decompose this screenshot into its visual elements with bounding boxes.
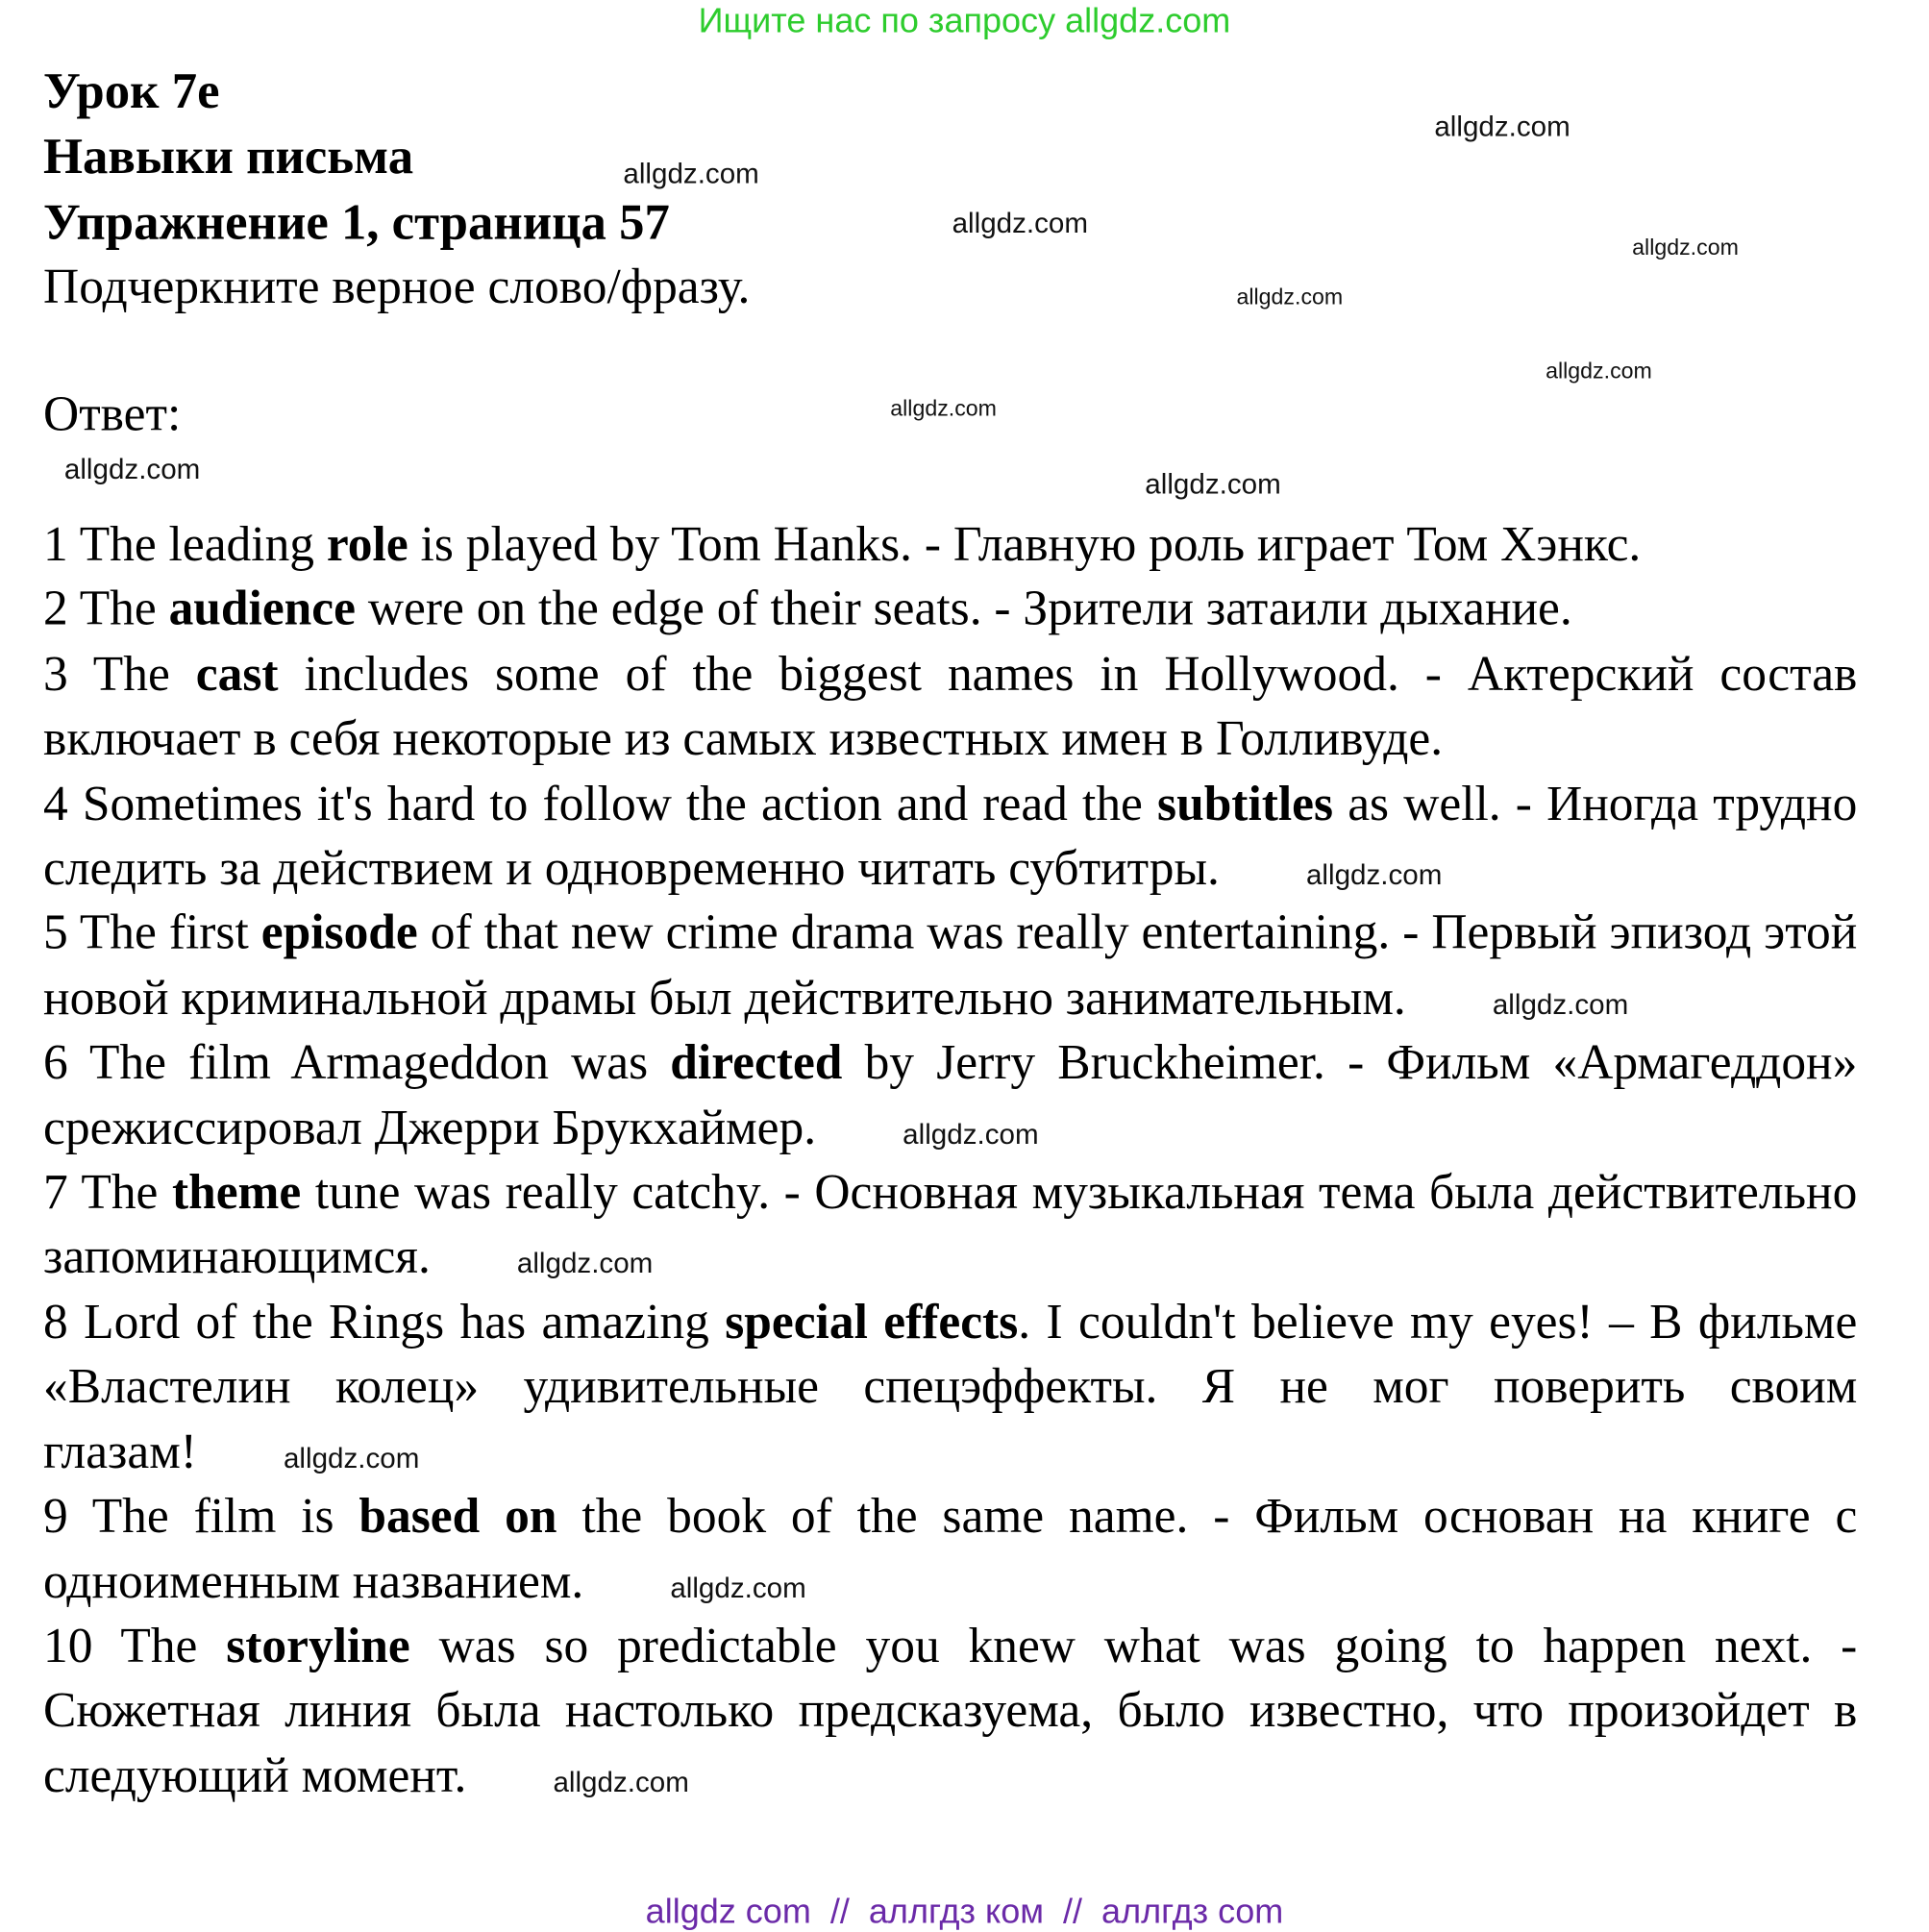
lesson-title: Урок 7e — [43, 62, 220, 119]
watermark: allgdz.com — [283, 1441, 420, 1474]
answer-word: directed — [670, 1033, 843, 1090]
answer-word: role — [326, 515, 408, 572]
answer-word: audience — [168, 580, 356, 636]
item-text: 8 Lord of the Rings has amazing — [43, 1293, 726, 1350]
item-text: 2 The — [43, 580, 169, 636]
answer-word: based on — [359, 1487, 557, 1544]
item-text: 9 The film is — [43, 1487, 359, 1544]
answer-item — [43, 512, 1857, 577]
item-text: 5 The first — [43, 904, 261, 960]
answer-label: Ответ: — [43, 385, 182, 442]
watermark: allgdz.com — [903, 1117, 1039, 1151]
watermark: allgdz.com — [890, 395, 997, 421]
watermark: allgdz.com — [516, 1247, 654, 1279]
answer-item — [43, 1030, 1857, 1160]
item-text: 6 The film Armageddon was — [43, 1033, 671, 1090]
answer-item — [43, 1290, 1857, 1484]
answer-word: subtitles — [1157, 775, 1334, 831]
item-text: is played by Tom Hanks. - Главную роль играет Том Хэнкс. — [408, 515, 1642, 572]
watermark: allgdz.com — [1145, 467, 1281, 500]
answer-item — [43, 1614, 1857, 1808]
answer-item — [43, 1484, 1857, 1614]
item-text: the book of the same name. - Фильм основан на книге с одноименным названием. — [43, 1487, 1858, 1609]
section-title: Навыки письма — [43, 127, 414, 185]
watermark: allgdz.com — [1236, 284, 1344, 310]
item-text: 7 The — [43, 1163, 172, 1220]
answer-list — [43, 512, 1857, 1808]
watermark: allgdz.com — [952, 206, 1089, 239]
item-text: of that new crime drama was really entertaining. - Первый эпизод этой новой криминальной драмы был действительно занимательным. — [43, 904, 1858, 1026]
item-text: 4 Sometimes it's hard to follow the action and read the — [43, 775, 1158, 831]
exercise-title: Упражнение 1, страница 57 — [43, 192, 670, 250]
answer-word: theme — [171, 1163, 302, 1220]
answer-item — [43, 771, 1857, 901]
watermark: allgdz.com — [1434, 110, 1570, 142]
item-text: by Jerry Bruckheimer. - Фильм «Армагеддон» срежиссировал Джерри Брукхаймер. — [43, 1033, 1858, 1155]
answer-word: cast — [195, 645, 279, 702]
watermark: allgdz.com — [670, 1571, 806, 1603]
item-text: 3 The — [43, 645, 196, 702]
top-banner[interactable]: Ищите нас по запросу allgdz.com — [698, 1, 1231, 40]
watermark: allgdz.com — [1305, 857, 1443, 891]
answer-item — [43, 577, 1857, 641]
item-text: 1 The leading — [43, 515, 327, 572]
answer-word: special effects — [725, 1293, 1019, 1350]
item-text: tune was really catchy. - Основная музыкальная тема была действительно запоминающимся. — [43, 1163, 1858, 1284]
item-text: as well. - Иногда трудно следить за действием и одновременно читать субтитры. — [43, 775, 1858, 896]
answer-item — [43, 901, 1857, 1030]
answer-word: storyline — [226, 1617, 410, 1673]
item-text: . I couldn't believe my eyes! – В фильме «Властелин колец» удивительные спецэффекты. Я не мог поверить своим глазам! — [43, 1293, 1858, 1479]
item-text: was so predictable you knew what was going to happen next. - Сюжетная линия была настолько предсказуема, было известно, что произойдет в следующий момент. — [43, 1617, 1858, 1803]
answer-item — [43, 1160, 1857, 1290]
watermark: allgdz.com — [623, 157, 759, 189]
item-text: were on the edge of their seats. - Зрители затаили дыхание. — [355, 580, 1572, 636]
task-text: Подчеркните верное слово/фразу. — [43, 258, 751, 314]
item-text: includes some of the biggest names in Hollywood. - Актерский состав включает в себя некоторые из самых известных имен в Голливуде. — [43, 645, 1858, 766]
item-text: 10 The — [43, 1617, 227, 1673]
watermark: allgdz.com — [1546, 359, 1652, 384]
watermark: allgdz.com — [63, 452, 201, 485]
watermark: allgdz.com — [553, 1765, 689, 1798]
footer-links[interactable]: allgdz com // аллгдз ком // аллгдз com — [645, 1892, 1284, 1931]
watermark: allgdz.com — [1632, 235, 1739, 260]
answer-item — [43, 641, 1857, 771]
answer-word: episode — [260, 904, 418, 960]
watermark: allgdz.com — [1492, 987, 1629, 1021]
